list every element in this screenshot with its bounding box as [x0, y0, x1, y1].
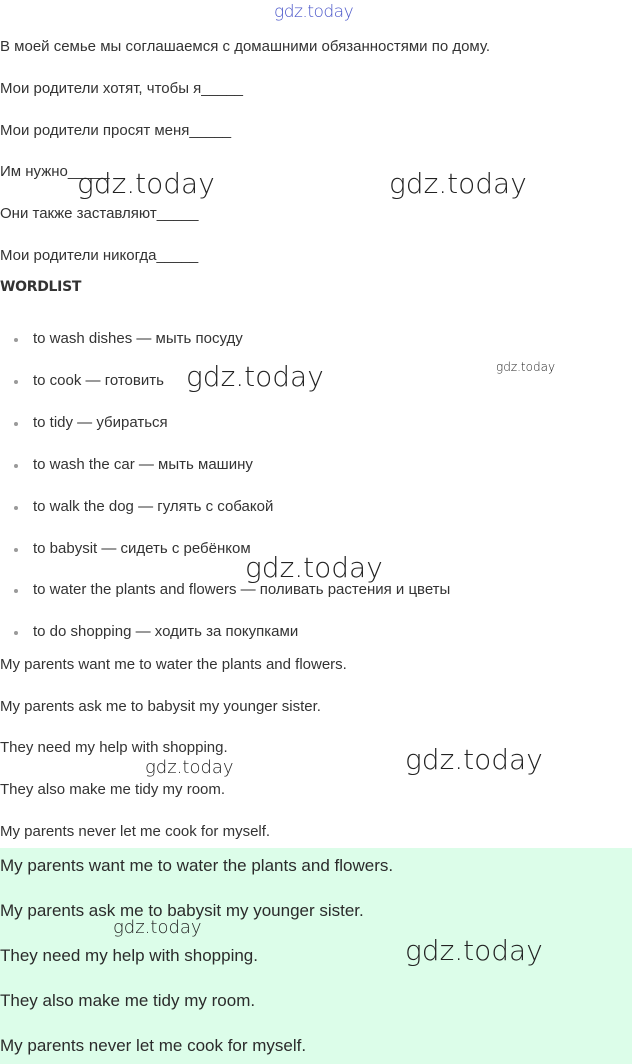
answer-3: They need my help with shopping. [0, 739, 228, 756]
highlighted-answer-3: They need my help with shopping. [0, 946, 258, 965]
watermark: gdz.today [389, 167, 527, 200]
watermark: gdz.today [405, 743, 543, 776]
answer-5: My parents never let me cook for myself. [0, 823, 271, 840]
answer-4: They also make me tidy my room. [0, 781, 226, 798]
wordlist-heading: WORDLIST [0, 279, 82, 295]
bullet-icon [14, 338, 18, 342]
watermark: gdz.today [145, 757, 234, 778]
bullet-icon [14, 548, 18, 552]
list-item-text: to wash the car — мыть машину [33, 456, 253, 473]
list-item-text: to do shopping — ходить за покупками [33, 623, 299, 640]
bullet-icon [14, 464, 18, 468]
bullet-icon [14, 589, 18, 593]
list-item-text: to water the plants and flowers — поливать растения и цветы [33, 581, 451, 598]
intro-text: В моей семье мы соглашаемся с домашними обязанностями по дому. [0, 38, 491, 55]
watermark: gdz.today [186, 360, 324, 393]
watermark: gdz.today [245, 551, 383, 584]
answer-1: My parents want me to water the plants and flowers. [0, 656, 347, 673]
answer-2: My parents ask me to babysit my younger sister. [0, 698, 321, 715]
highlighted-answer-4: They also make me tidy my room. [0, 991, 256, 1010]
bullet-icon [14, 380, 18, 384]
watermark: gdz.today [496, 360, 556, 374]
prompt-3: Им нужно_____ [0, 163, 110, 180]
bullet-icon [14, 422, 18, 426]
highlighted-answer-2: My parents ask me to babysit my younger sister. [0, 901, 364, 920]
watermark: gdz.today [113, 917, 202, 938]
list-item-text: to babysit — сидеть с ребёнком [33, 540, 251, 557]
list-item-text: to tidy — убираться [33, 414, 168, 431]
prompt-5: Мои родители никогда_____ [0, 247, 199, 264]
watermark: gdz.today [405, 934, 543, 967]
bullet-icon [14, 506, 18, 510]
highlighted-answer-5: My parents never let me cook for myself. [0, 1036, 307, 1055]
prompt-1: Мои родители хотят, чтобы я_____ [0, 80, 243, 97]
watermark: gdz.today [77, 167, 215, 200]
prompt-2: Мои родители просят меня_____ [0, 122, 232, 139]
bullet-icon [14, 631, 18, 635]
list-item-text: to cook — готовить [33, 372, 164, 389]
list-item-text: to walk the dog — гулять с собакой [33, 498, 274, 515]
header-watermark: gdz.today [274, 2, 354, 22]
prompt-4: Они также заставляют_____ [0, 205, 199, 222]
highlighted-answer-1: My parents want me to water the plants and flowers. [0, 856, 394, 875]
list-item-text: to wash dishes — мыть посуду [33, 330, 243, 347]
